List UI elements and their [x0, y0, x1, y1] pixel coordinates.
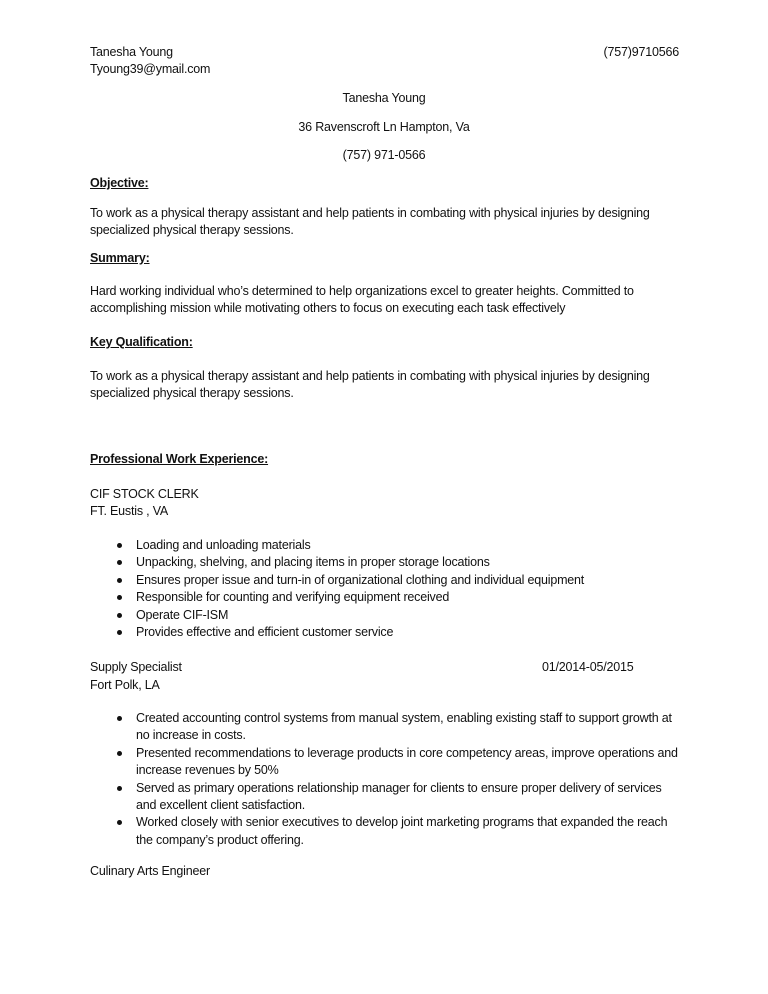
objective-text: To work as a physical therapy assistant and help patients in combating with physical injuries by designing specialized physical therapy sessions.	[90, 206, 650, 237]
job-title: CIF STOCK CLERK	[90, 487, 199, 501]
job-title: Supply Specialist	[90, 660, 182, 674]
job-dates: 01/2014-05/2015	[542, 660, 634, 674]
job-location: FT. Eustis , VA	[90, 504, 169, 518]
list-item: Worked closely with senior executives to develop joint marketing programs that expanded the reach the company’s product offering.	[90, 814, 680, 849]
list-item: Served as primary operations relationship manager for clients to ensure proper delivery of services and excellent client satisfaction.	[90, 780, 680, 815]
list-item: Loading and unloading materials	[90, 537, 690, 554]
list-item: Provides effective and efficient customer service	[90, 624, 690, 641]
contact-phone: (757) 971-0566	[342, 148, 426, 162]
contact-name: Tanesha Young	[342, 91, 426, 105]
key-qualification-text: To work as a physical therapy assistant and help patients in combating with physical injuries by designing specialized physical therapy sessions.	[90, 369, 650, 400]
list-item: Operate CIF-ISM	[90, 607, 690, 624]
job-location: Fort Polk, LA	[90, 678, 160, 692]
list-item: Presented recommendations to leverage products in core competency areas, improve operations and increase revenues by 50%	[90, 745, 680, 780]
summary-heading: Summary:	[90, 251, 150, 265]
list-item: Responsible for counting and verifying equipment received	[90, 589, 690, 606]
header-phone: (757)9710566	[603, 45, 679, 59]
job-bullet-list	[90, 537, 690, 641]
contact-address: 36 Ravenscroft Ln Hampton, Va	[298, 120, 470, 134]
job-bullet-list	[90, 710, 680, 849]
list-item: Ensures proper issue and turn-in of organizational clothing and individual equipment	[90, 572, 690, 589]
header-name: Tanesha Young	[90, 45, 173, 59]
summary-text: Hard working individual who’s determined to help organizations excel to greater heights. Committed to accomplishing mission while motivating others to focus on executing each task effectively	[90, 284, 634, 315]
header-email: Tyoung39@ymail.com	[90, 62, 211, 76]
experience-heading: Professional Work Experience:	[90, 452, 269, 466]
job-title: Culinary Arts Engineer	[90, 864, 210, 878]
list-item: Created accounting control systems from manual system, enabling existing staff to support growth at no increase in costs.	[90, 710, 680, 745]
objective-heading: Objective:	[90, 176, 149, 190]
header-left	[90, 44, 210, 78]
key-qualification-heading: Key Qualification:	[90, 335, 193, 349]
list-item: Unpacking, shelving, and placing items in proper storage locations	[90, 554, 690, 571]
